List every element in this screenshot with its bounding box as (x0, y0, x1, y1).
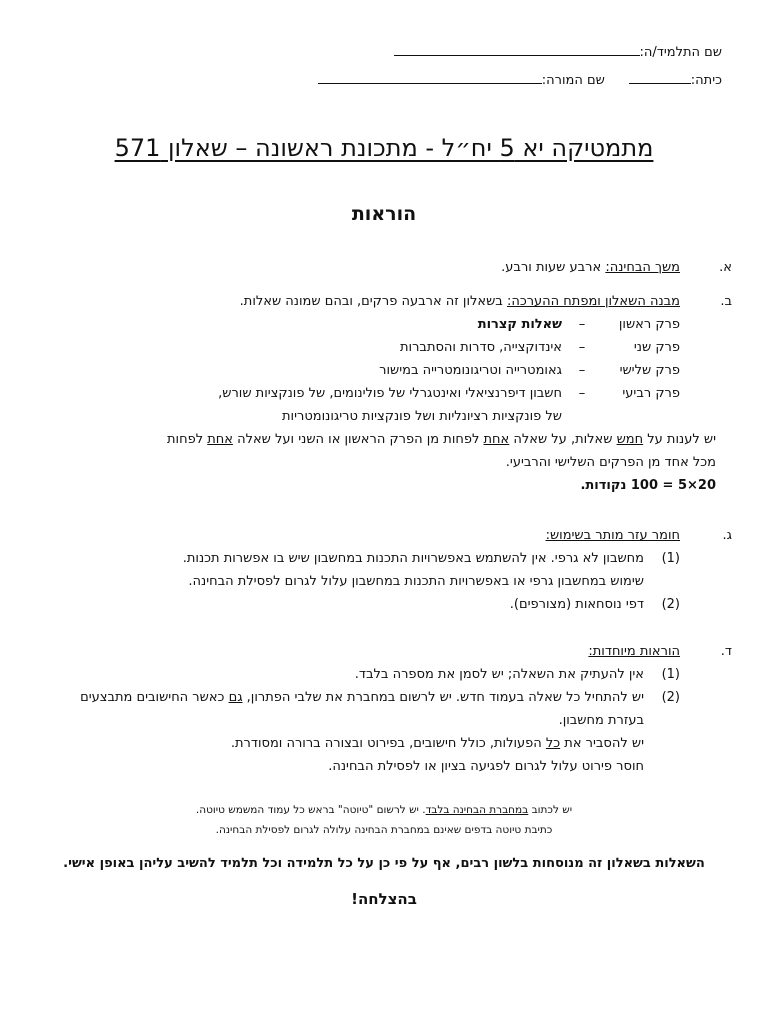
student-name-label: שם התלמיד/ה: (639, 45, 722, 60)
exam-title: מתמטיקה יא 5 יח״ל - מתכונת ראשונה – שאלון 571 (114, 134, 654, 162)
class-teacher-line (318, 72, 722, 88)
section-structure (40, 290, 732, 497)
chapter-row: פרק שני – אינדוקצייה, סדרות והסתברות (400, 340, 680, 355)
section-letter: ג. (722, 528, 732, 543)
gender-note: השאלות בשאלון זה מנוסחות בלשון רבים, אף על פי כן על כל תלמידה וכל תלמיד להשיב עליהן באופן אישי. (63, 856, 705, 871)
teacher-blank (318, 72, 542, 84)
chapter4-continuation: של פונקציות רציונליות ושל פונקציות טריגונומטריות (282, 409, 562, 424)
section-letter: א. (719, 260, 732, 275)
class-label: כיתה: (690, 73, 722, 88)
answer-instruction: יש לענות על חמש שאלות, על שאלה אחת לפחות מן הפרק הראשון או השני ועל שאלה אחת לפחות (167, 432, 716, 447)
structure-label: מבנה השאלון ומפתח ההערכה: (506, 294, 680, 309)
list-item: (2) יש להתחיל כל שאלה בעמוד חדש. יש לרשום במחברת את שלבי הפתרון, גם כאשר החישובים מתבצעים (80, 690, 680, 705)
points-total: 20×5 = 100 נקודות. (580, 478, 716, 493)
chapter-row: פרק שלישי – גאומטרייה וטריגונומטרייה במישור (379, 363, 680, 378)
teacher-label: שם המורה: (541, 73, 605, 88)
list-item: (2) דפי נוסחאות (מצורפים). (509, 597, 680, 612)
instructions-heading: הוראות (351, 203, 417, 225)
section-duration (40, 256, 732, 279)
materials-label: חומר עזר מותר בשימוש: (545, 528, 680, 543)
list-item: (1) מחשבון לא גרפי. אין להשתמש באפשרויות התכנות במחשבון שיש בו אפשרות תכנות. (182, 551, 680, 566)
chapter-row: פרק רביעי – חשבון דיפרנציאלי ואינטגרלי של פולינומים, של פונקציות שורש, (218, 386, 680, 401)
structure-text: בשאלון זה ארבעה פרקים, ובהם שמונה שאלות. (239, 294, 507, 309)
special-label: הוראות מיוחדות: (588, 644, 680, 659)
draft-warning: כתיבת טיוטה בדפים שאינם במחברת הבחינה עלולה לגרום לפסילת הבחינה. (215, 824, 553, 836)
list-item-continuation: יש להסביר את כל הפעולות, כולל חישובים, בפירוט ובצורה ברורה ומסודרת. (230, 736, 644, 751)
list-item: שימוש במחשבון גרפי או באפשרויות התכנות במחשבון עלול לגרום לפסילת הבחינה. (188, 574, 644, 589)
student-name-line (394, 44, 722, 60)
class-blank (629, 72, 691, 84)
list-item: (1) אין להעתיק את השאלה; יש לסמן את מספרה בלבד. (354, 667, 680, 682)
good-luck: בהצלחה! (351, 890, 417, 908)
chapter-row: פרק ראשון – שאלות קצרות (477, 317, 680, 332)
section-special (40, 640, 732, 778)
section-letter: ד. (720, 644, 732, 659)
duration-text: ארבע שעות ורבע. (501, 260, 606, 275)
draft-note: יש לכתוב במחברת הבחינה בלבד. יש לרשום "טיוטה" בראש כל עמוד המשמש טיוטה. (195, 804, 573, 816)
list-item-continuation: חוסר פירוט עלול לגרום לפגיעה בציון או לפסילת הבחינה. (328, 759, 644, 774)
section-materials (40, 524, 732, 616)
list-item-continuation: בעזרת מחשבון. (558, 713, 644, 728)
duration-label: משך הבחינה: (605, 260, 680, 275)
section-letter: ב. (720, 294, 732, 309)
answer-instruction-line2: מכל אחד מן הפרקים השלישי והרביעי. (505, 455, 716, 470)
student-name-blank (394, 44, 640, 56)
